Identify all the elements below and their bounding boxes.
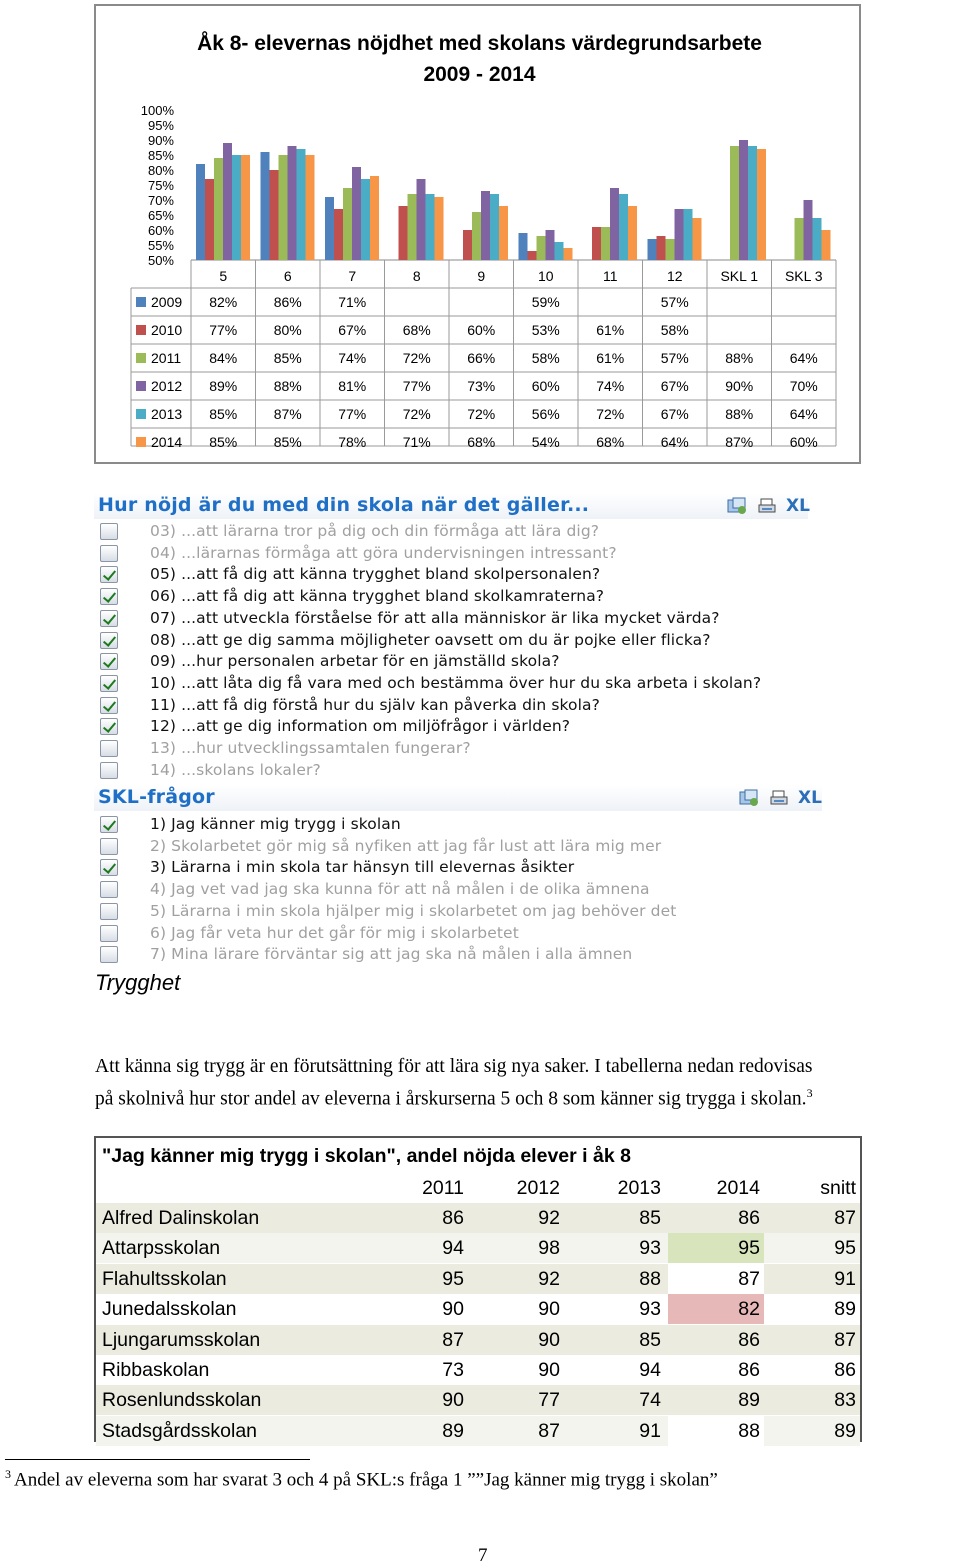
category-label: SKL 1 bbox=[720, 268, 759, 284]
table-cell: 83 bbox=[834, 1389, 856, 1412]
table-cell: 95 bbox=[442, 1267, 464, 1290]
category-label: 12 bbox=[666, 268, 683, 284]
table-cell: 91 bbox=[834, 1267, 856, 1290]
print-icon[interactable] bbox=[768, 789, 790, 807]
section-heading: Trygghet bbox=[95, 970, 181, 995]
data-label: 68% bbox=[467, 434, 496, 450]
table-row bbox=[96, 1294, 860, 1324]
question-text: 6) Jag får veta hur det går för mig i skolarbetet bbox=[150, 923, 519, 942]
bar-2011-SKL 1 bbox=[730, 146, 739, 260]
footnote bbox=[5, 1467, 718, 1491]
data-label: 70% bbox=[789, 378, 818, 394]
bar-2014-8 bbox=[435, 197, 444, 260]
data-label: 67% bbox=[338, 322, 367, 338]
data-label: 85% bbox=[273, 350, 302, 366]
paragraph-line: Att känna sig trygg är en förutsättning för att lära sig nya saker. I tabellerna nedan redovisas bbox=[95, 1056, 813, 1077]
question-row[interactable] bbox=[94, 586, 814, 607]
table-cell: 89 bbox=[834, 1298, 856, 1321]
bar-2013-SKL 3 bbox=[813, 218, 822, 260]
bar-2011-8 bbox=[408, 194, 417, 260]
data-label: 72% bbox=[402, 406, 431, 422]
bar-2011-SKL 3 bbox=[795, 218, 804, 260]
data-label: 87% bbox=[725, 434, 754, 450]
column-header: 2013 bbox=[617, 1177, 661, 1199]
excel-export-button[interactable]: XL bbox=[786, 496, 810, 516]
table-cell: 90 bbox=[442, 1389, 464, 1412]
question-text: 12) ...att ge dig information om miljöfrågor i världen? bbox=[150, 717, 571, 736]
question-text: 1) Jag känner mig trygg i skolan bbox=[150, 815, 401, 833]
panel-toolbar bbox=[738, 788, 822, 808]
panel-header bbox=[94, 493, 808, 519]
data-label: 90% bbox=[725, 378, 754, 394]
legend-label: 2012 bbox=[151, 378, 183, 394]
checked-checkbox[interactable] bbox=[100, 588, 118, 605]
table-cell: 77 bbox=[538, 1389, 560, 1412]
question-text: 07) ...att utveckla förståelse för att alla människor är lika mycket värda? bbox=[150, 608, 720, 627]
bar-2014-12 bbox=[693, 218, 702, 260]
table-cell: 89 bbox=[442, 1419, 464, 1442]
question-row[interactable] bbox=[94, 923, 814, 944]
y-tick-label: 70% bbox=[147, 193, 174, 208]
y-tick-label: 100% bbox=[140, 103, 174, 118]
unchecked-checkbox[interactable] bbox=[100, 881, 118, 898]
question-text: 09) ...hur personalen arbetar för en jämställd skola? bbox=[150, 652, 560, 671]
legend-label: 2013 bbox=[151, 406, 183, 422]
bar-2010-12 bbox=[657, 236, 666, 260]
question-text: 7) Mina lärare förväntar sig att jag ska nå målen i alla ämnen bbox=[150, 945, 633, 964]
checked-checkbox[interactable] bbox=[100, 632, 118, 649]
footnote-divider bbox=[5, 1459, 310, 1460]
bar-2012-11 bbox=[610, 188, 619, 260]
data-label: 71% bbox=[402, 434, 431, 450]
table-cell: 86 bbox=[442, 1207, 464, 1229]
data-label: 59% bbox=[531, 294, 560, 310]
data-label: 56% bbox=[531, 406, 560, 422]
question-row[interactable] bbox=[94, 716, 814, 737]
y-tick-label: 60% bbox=[147, 223, 174, 238]
table-cell: 90 bbox=[538, 1328, 560, 1351]
data-label: 61% bbox=[596, 350, 625, 366]
legend-label: 2010 bbox=[151, 322, 183, 338]
question-text: 11) ...att få dig förstå hur du själv kan påverka din skola? bbox=[150, 695, 600, 714]
table-cell: 87 bbox=[668, 1264, 764, 1294]
checked-checkbox[interactable] bbox=[100, 675, 118, 692]
excel-export-button[interactable]: XL bbox=[798, 788, 822, 808]
footnote-reference[interactable]: 3 bbox=[806, 1086, 813, 1100]
question-row[interactable] bbox=[94, 695, 814, 716]
table-cell: 95 bbox=[834, 1237, 856, 1260]
data-label: 60% bbox=[789, 434, 818, 450]
data-label: 88% bbox=[725, 406, 754, 422]
table-cell: 89 bbox=[834, 1419, 856, 1442]
bar-2011-7 bbox=[343, 188, 352, 260]
bar-2010-6 bbox=[270, 170, 279, 260]
table-cell: 87 bbox=[538, 1419, 560, 1442]
table-cell: 88 bbox=[668, 1416, 764, 1446]
data-label: 54% bbox=[531, 434, 560, 450]
data-label: 58% bbox=[660, 322, 689, 338]
bar-2009-10 bbox=[519, 233, 528, 260]
bar-2010-9 bbox=[463, 230, 472, 260]
unchecked-checkbox[interactable] bbox=[100, 925, 118, 942]
question-row[interactable] bbox=[94, 836, 814, 857]
question-text: 04) ...lärarnas förmåga att göra undervisningen intressant? bbox=[150, 543, 617, 562]
data-label: 58% bbox=[531, 350, 560, 366]
bar-2013-11 bbox=[619, 194, 628, 260]
bar-2014-7 bbox=[370, 176, 379, 260]
panel-header bbox=[94, 785, 822, 811]
data-label: 61% bbox=[596, 322, 625, 338]
checked-checkbox[interactable] bbox=[100, 566, 118, 583]
y-tick-label: 90% bbox=[147, 133, 174, 148]
checked-checkbox[interactable] bbox=[100, 697, 118, 714]
unchecked-checkbox[interactable] bbox=[100, 523, 118, 540]
school-name: Alfred Dalinskolan bbox=[102, 1207, 260, 1229]
question-text: 03) ...att lärarna tror på dig och din förmåga att lära dig? bbox=[150, 522, 600, 540]
export-image-icon[interactable] bbox=[738, 789, 760, 807]
data-label: 85% bbox=[209, 406, 238, 422]
table-cell: 89 bbox=[738, 1389, 760, 1412]
data-label: 77% bbox=[402, 378, 431, 394]
question-row[interactable] bbox=[94, 564, 814, 585]
question-text: 13) ...hur utvecklingssamtalen fungerar? bbox=[150, 739, 471, 757]
bar-2012-5 bbox=[223, 143, 232, 260]
question-row[interactable] bbox=[94, 814, 814, 835]
y-tick-label: 75% bbox=[147, 178, 174, 193]
chart-title-line2: 2009 - 2014 bbox=[423, 63, 536, 86]
bar-2014-SKL 1 bbox=[757, 149, 766, 260]
question-text: 08) ...att ge dig samma möjligheter oavsett om du är pojke eller flicka? bbox=[150, 630, 711, 649]
data-label: 66% bbox=[467, 350, 496, 366]
y-tick-label: 50% bbox=[147, 253, 174, 268]
bar-2009-6 bbox=[261, 152, 270, 260]
question-text: 10) ...att låta dig få vara med och bestämma över hur du ska arbeta i skolan? bbox=[150, 673, 762, 692]
question-row[interactable] bbox=[94, 901, 814, 922]
bar-2011-10 bbox=[537, 236, 546, 260]
table-cell: 90 bbox=[538, 1298, 560, 1321]
table-title: "Jag känner mig trygg i skolan", andel nöjda elever i åk 8 bbox=[102, 1145, 631, 1167]
data-label: 71% bbox=[338, 294, 367, 310]
table-cell: 98 bbox=[538, 1237, 560, 1260]
data-label: 74% bbox=[338, 350, 367, 366]
bar-2011-11 bbox=[601, 227, 610, 260]
data-label: 67% bbox=[660, 406, 689, 422]
data-label: 57% bbox=[660, 350, 689, 366]
legend-key-2012 bbox=[136, 381, 146, 391]
bar-2014-9 bbox=[499, 206, 508, 260]
panel-title: SKL-frågor bbox=[98, 786, 215, 808]
question-text: 4) Jag vet vad jag ska kunna för att nå målen i de olika ämnena bbox=[150, 880, 650, 899]
table-cell: 90 bbox=[538, 1359, 560, 1381]
question-row[interactable] bbox=[94, 879, 814, 900]
school-name: Stadsgårdsskolan bbox=[102, 1419, 258, 1442]
school-name: Junedalsskolan bbox=[102, 1298, 237, 1321]
data-label: 84% bbox=[209, 350, 238, 366]
bar-2012-SKL 1 bbox=[739, 140, 748, 260]
bar-2012-9 bbox=[481, 191, 490, 260]
school-name: Ljungarumsskolan bbox=[102, 1328, 261, 1351]
question-row[interactable] bbox=[94, 543, 814, 564]
unchecked-checkbox[interactable] bbox=[100, 903, 118, 920]
paragraph-line bbox=[95, 1086, 813, 1111]
table-cell: 95 bbox=[668, 1233, 764, 1263]
data-label: 68% bbox=[402, 322, 431, 338]
table-cell: 87 bbox=[834, 1328, 856, 1351]
column-header: 2012 bbox=[516, 1177, 560, 1199]
table-cell: 85 bbox=[639, 1328, 661, 1351]
legend-label: 2009 bbox=[151, 294, 183, 310]
unchecked-checkbox[interactable] bbox=[100, 946, 118, 963]
bar-2014-6 bbox=[306, 155, 315, 260]
data-label: 77% bbox=[209, 322, 238, 338]
bar-2013-8 bbox=[426, 194, 435, 260]
question-row[interactable] bbox=[94, 944, 814, 965]
bar-2011-6 bbox=[279, 155, 288, 260]
data-label: 60% bbox=[531, 378, 560, 394]
bar-2014-SKL 3 bbox=[822, 230, 831, 260]
category-label: 5 bbox=[219, 268, 228, 284]
data-label: 74% bbox=[596, 378, 625, 394]
table-cell: 93 bbox=[639, 1237, 661, 1260]
data-label: 60% bbox=[467, 322, 496, 338]
y-tick-label: 55% bbox=[147, 238, 174, 253]
table-cell: 86 bbox=[738, 1328, 760, 1351]
legend-key-2013 bbox=[136, 409, 146, 419]
survey-panel-questions bbox=[94, 493, 814, 783]
table-cell: 87 bbox=[442, 1328, 464, 1351]
column-header: 2014 bbox=[716, 1177, 760, 1199]
data-label: 67% bbox=[660, 378, 689, 394]
table-row bbox=[96, 1355, 860, 1385]
question-text: 14) ...skolans lokaler? bbox=[150, 760, 321, 779]
category-label: 6 bbox=[283, 268, 292, 284]
y-tick-label: 80% bbox=[147, 163, 174, 178]
table-cell: 86 bbox=[738, 1207, 760, 1229]
footnote-number: 3 bbox=[5, 1467, 11, 1481]
bar-2011-5 bbox=[214, 158, 223, 260]
checked-checkbox[interactable] bbox=[100, 816, 118, 833]
data-label: 89% bbox=[209, 378, 238, 394]
category-label: SKL 3 bbox=[784, 268, 823, 284]
data-label: 85% bbox=[209, 434, 238, 450]
column-header: snitt bbox=[820, 1177, 856, 1199]
question-row[interactable] bbox=[94, 760, 814, 781]
bar-2010-8 bbox=[399, 206, 408, 260]
data-label: 78% bbox=[338, 434, 367, 450]
bar-2012-12 bbox=[675, 209, 684, 260]
question-text: 06) ...att få dig att känna trygghet bland skolkamraterna? bbox=[150, 587, 605, 606]
table-row bbox=[96, 1203, 860, 1233]
legend-label: 2011 bbox=[151, 350, 182, 366]
footnote-text: Andel av eleverna som har svarat 3 och 4 på SKL:s fråga 1 ””Jag känner mig trygg i skolan” bbox=[14, 1469, 718, 1491]
bar-2013-SKL 1 bbox=[748, 146, 757, 260]
y-tick-label: 65% bbox=[147, 208, 174, 223]
question-text: 5) Lärarna i min skola hjälper mig i skolarbetet om jag behöver det bbox=[150, 901, 677, 920]
bar-2009-7 bbox=[325, 197, 334, 260]
table-row bbox=[96, 1385, 860, 1415]
data-label: 85% bbox=[273, 434, 302, 450]
table-cell: 94 bbox=[639, 1359, 661, 1381]
table-row bbox=[96, 1264, 860, 1294]
bar-2011-12 bbox=[666, 239, 675, 260]
data-label: 77% bbox=[338, 406, 367, 422]
bar-2013-5 bbox=[232, 155, 241, 260]
table-cell: 94 bbox=[442, 1237, 464, 1260]
table-row bbox=[96, 1233, 860, 1263]
category-label: 9 bbox=[477, 268, 486, 284]
table-row bbox=[96, 1416, 860, 1446]
category-label: 10 bbox=[537, 268, 554, 284]
data-label: 72% bbox=[467, 406, 496, 422]
table-cell: 90 bbox=[442, 1298, 464, 1321]
legend-key-2009 bbox=[136, 297, 146, 307]
data-label: 81% bbox=[338, 378, 367, 394]
school-name: Flahultsskolan bbox=[102, 1267, 227, 1290]
data-label: 88% bbox=[725, 350, 754, 366]
paragraph-text: på skolnivå hur stor andel av eleverna i årskurserna 5 och 8 som känner sig trygga i skolan. bbox=[95, 1088, 807, 1110]
table-row bbox=[96, 1325, 860, 1355]
legend-key-2011 bbox=[136, 353, 146, 363]
unchecked-checkbox[interactable] bbox=[100, 762, 118, 779]
table-cell: 93 bbox=[639, 1298, 661, 1321]
chart-title-line1: Åk 8- elevernas nöjdhet med skolans värdegrundsarbete bbox=[197, 32, 762, 55]
legend-key-2010 bbox=[136, 325, 146, 335]
checked-checkbox[interactable] bbox=[100, 653, 118, 670]
data-label: 87% bbox=[273, 406, 302, 422]
unchecked-checkbox[interactable] bbox=[100, 545, 118, 562]
question-text: 3) Lärarna i min skola tar hänsyn till elevernas åsikter bbox=[150, 858, 575, 877]
question-row[interactable] bbox=[94, 651, 814, 672]
bar-2010-7 bbox=[334, 209, 343, 260]
panel-toolbar bbox=[726, 496, 810, 516]
table-cell: 86 bbox=[834, 1359, 856, 1381]
bar-2011-9 bbox=[472, 212, 481, 260]
export-image-icon[interactable] bbox=[726, 497, 748, 515]
category-label: 7 bbox=[348, 268, 357, 284]
data-label: 57% bbox=[660, 294, 689, 310]
bar-2013-7 bbox=[361, 179, 370, 260]
safety-table bbox=[94, 1136, 862, 1442]
data-label: 64% bbox=[789, 350, 818, 366]
bar-2012-8 bbox=[417, 179, 426, 260]
bar-2012-7 bbox=[352, 167, 361, 260]
school-name: Ribbaskolan bbox=[102, 1359, 210, 1381]
bar-2009-12 bbox=[648, 239, 657, 260]
school-name: Attarpsskolan bbox=[102, 1237, 221, 1260]
bar-2014-11 bbox=[628, 206, 637, 260]
bar-2009-5 bbox=[196, 164, 205, 260]
data-label: 72% bbox=[596, 406, 625, 422]
bar-2010-5 bbox=[205, 179, 214, 260]
bar-2013-6 bbox=[297, 149, 306, 260]
table-cell: 73 bbox=[442, 1359, 464, 1381]
table-cell: 85 bbox=[639, 1207, 661, 1229]
question-row[interactable] bbox=[94, 608, 814, 629]
question-row[interactable] bbox=[94, 521, 814, 542]
bar-2013-10 bbox=[555, 242, 564, 260]
legend-key-2014 bbox=[136, 437, 146, 447]
question-row[interactable] bbox=[94, 630, 814, 651]
checked-checkbox[interactable] bbox=[100, 718, 118, 735]
school-name: Rosenlundsskolan bbox=[102, 1389, 262, 1412]
category-label: 11 bbox=[602, 268, 618, 284]
table-cell: 92 bbox=[538, 1267, 560, 1290]
checked-checkbox[interactable] bbox=[100, 859, 118, 876]
bar-2013-9 bbox=[490, 194, 499, 260]
column-header: 2011 bbox=[422, 1177, 464, 1199]
table-cell: 74 bbox=[639, 1389, 661, 1412]
unchecked-checkbox[interactable] bbox=[100, 740, 118, 757]
question-row[interactable] bbox=[94, 738, 814, 759]
panel-title: Hur nöjd är du med din skola när det gäller... bbox=[98, 494, 590, 516]
bar-2012-SKL 3 bbox=[804, 200, 813, 260]
data-label: 86% bbox=[273, 294, 302, 310]
unchecked-checkbox[interactable] bbox=[100, 838, 118, 855]
bar-2012-10 bbox=[546, 230, 555, 260]
table-header-row bbox=[96, 1173, 860, 1203]
bar-2010-11 bbox=[592, 227, 601, 260]
question-row[interactable] bbox=[94, 673, 814, 694]
page-number: 7 bbox=[478, 1545, 488, 1565]
data-label: 53% bbox=[531, 322, 560, 338]
y-tick-label: 85% bbox=[147, 148, 174, 163]
bar-chart bbox=[96, 6, 859, 462]
y-tick-label: 95% bbox=[147, 118, 174, 133]
data-label: 88% bbox=[273, 378, 302, 394]
data-label: 64% bbox=[660, 434, 689, 450]
print-icon[interactable] bbox=[756, 497, 778, 515]
table-cell: 91 bbox=[639, 1419, 661, 1442]
bar-2010-10 bbox=[528, 251, 537, 260]
bar-2013-12 bbox=[684, 209, 693, 260]
table-cell: 86 bbox=[738, 1359, 760, 1381]
bar-2014-5 bbox=[241, 155, 250, 260]
data-label: 72% bbox=[402, 350, 431, 366]
table-cell: 88 bbox=[639, 1267, 661, 1290]
checked-checkbox[interactable] bbox=[100, 610, 118, 627]
bar-2014-10 bbox=[564, 248, 573, 260]
table-cell: 82 bbox=[668, 1294, 764, 1324]
question-row[interactable] bbox=[94, 857, 814, 878]
bar-2012-6 bbox=[288, 146, 297, 260]
legend-label: 2014 bbox=[151, 434, 183, 450]
data-label: 64% bbox=[789, 406, 818, 422]
chart-container bbox=[94, 4, 861, 464]
question-text: 2) Skolarbetet gör mig så nyfiken att jag får lust att lära mig mer bbox=[150, 836, 662, 855]
category-label: 8 bbox=[412, 268, 421, 284]
table-cell: 87 bbox=[834, 1207, 856, 1229]
survey-panel-skl bbox=[94, 785, 824, 967]
data-label: 82% bbox=[209, 294, 238, 310]
table-cell: 92 bbox=[538, 1207, 560, 1229]
data-label: 80% bbox=[273, 322, 302, 338]
question-text: 05) ...att få dig att känna trygghet bland skolpersonalen? bbox=[150, 565, 601, 584]
data-label: 73% bbox=[467, 378, 496, 394]
data-label: 68% bbox=[596, 434, 625, 450]
